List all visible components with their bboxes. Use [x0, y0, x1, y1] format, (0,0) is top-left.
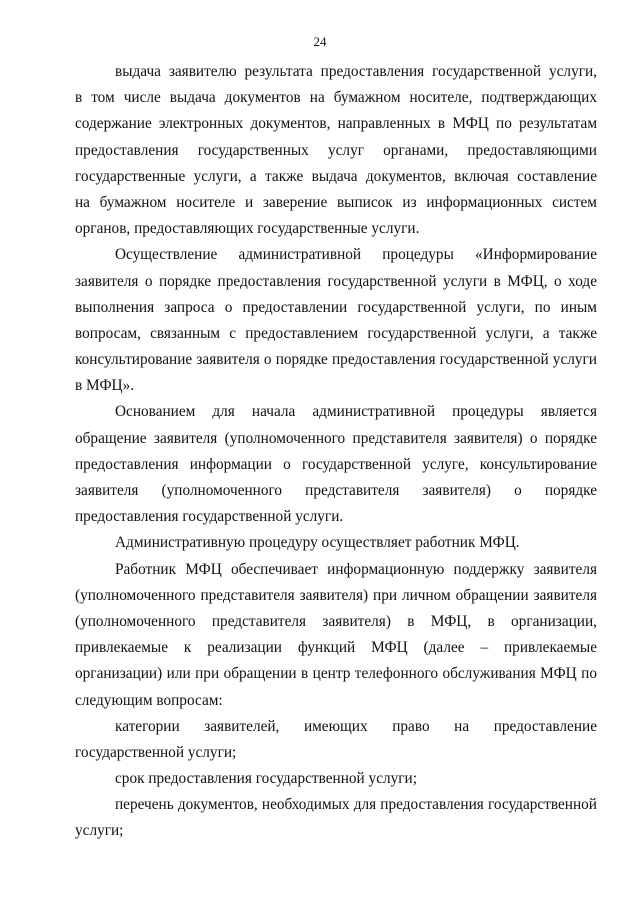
text-line: срок предоставления государственной услуги; — [115, 770, 417, 788]
text-line: заявителя о порядке предоставления государственной услуги в МФЦ, о ходе — [75, 272, 597, 290]
text-line: в том числе выдача документов на бумажном носителе, подтверждающих — [75, 89, 597, 107]
text-line: Работник МФЦ обеспечивает информационную поддержку заявителя — [115, 560, 597, 578]
text-line: (уполномоченного представителя заявителя) в МФЦ, в организации, — [75, 612, 597, 630]
text-line: организации) или при обращении в центр телефонного обслуживания МФЦ по — [75, 665, 597, 683]
text-line: Основанием для начала административной процедуры является — [115, 403, 597, 421]
text-line: консультирование заявителя о порядке предоставления государственной услуги — [75, 351, 597, 369]
text-line: органов, предоставляющих государственные услуги. — [75, 220, 420, 238]
text-line: на бумажном носителе и заверение выписок из информационных систем — [75, 193, 597, 211]
text-line: привлекаемые к реализации функций МФЦ (далее – привлекаемые — [75, 639, 597, 657]
text-line: государственной услуги; — [75, 743, 237, 761]
text-line: Осуществление административной процедуры «Информирование — [115, 246, 597, 264]
text-line: перечень документов, необходимых для предоставления государственной — [115, 796, 597, 814]
text-line: заявителя (уполномоченного представителя заявителя) о порядке — [75, 482, 597, 499]
text-line: (уполномоченного представителя заявителя) при личном обращении заявителя — [75, 586, 597, 604]
text-line: категории заявителей, имеющих право на предоставление — [115, 717, 597, 735]
text-line: выдача заявителю результата предоставления государственной услуги, — [115, 63, 597, 80]
text-line: Административную процедуру осуществляет работник МФЦ. — [115, 534, 520, 552]
text-line: обращение заявителя (уполномоченного представителя заявителя) о порядке — [75, 429, 597, 447]
text-line: в МФЦ». — [75, 377, 135, 395]
text-line: следующим вопросам: — [75, 691, 223, 709]
text-line: предоставления государственных услуг органами, предоставляющими — [75, 141, 597, 159]
text-line: предоставления государственной услуги. — [75, 508, 344, 526]
text-line: государственные услуги, а также выдача документов, включая составление — [75, 167, 597, 185]
text-line: выполнения запроса о предоставлении государственной услуги, по иным — [75, 298, 597, 316]
text-line: содержание электронных документов, направленных в МФЦ по результатам — [75, 115, 597, 133]
text-line: вопросам, связанным с предоставлением государственной услуги, а также — [75, 324, 597, 342]
page-number: 24 — [313, 34, 327, 49]
document-body — [75, 59, 597, 845]
text-line: предоставления информации о государственной услуге, консультирование — [75, 455, 597, 473]
text-line: услуги; — [75, 822, 124, 840]
